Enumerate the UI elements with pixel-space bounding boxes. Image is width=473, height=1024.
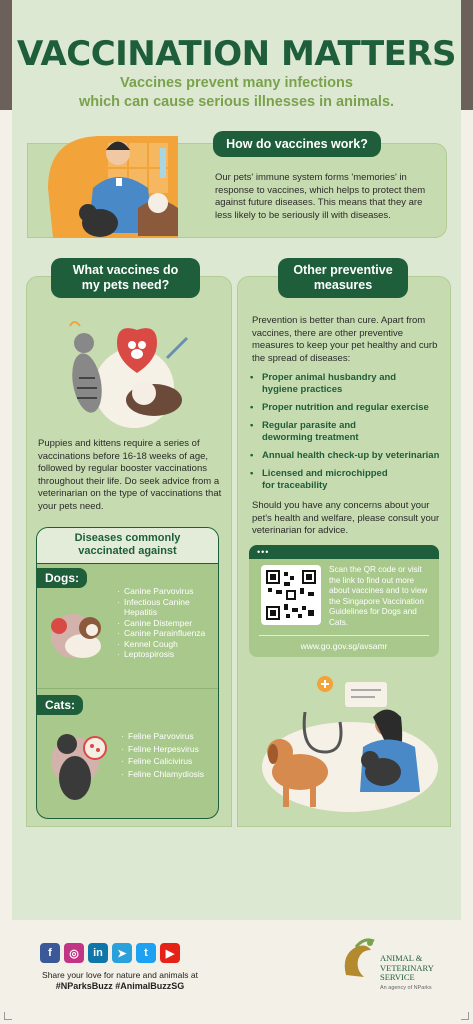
facebook-icon[interactable]: f [40,943,60,963]
footer-line1: Share your love for nature and animals at [42,970,198,980]
page-title: VACCINATION MATTERS [16,34,457,74]
how-body: Our pets' immune system forms 'memories' in response to vaccines, which helps to protect them against future diseases. This means that they are less likely to be seriously ill with diseases. [215,172,426,221]
other-intro: Prevention is better than cure. Apart from vaccines, there are other preventive measures to keep your pet healthy and curb the spread of diseases: [252,315,438,364]
diseases-box [36,527,219,819]
crop-mark [4,1012,12,1020]
how-heading: How do vaccines work? [213,131,381,157]
footer-share-text [30,970,210,992]
divider [259,635,429,636]
dogs-label: Dogs: [37,568,87,588]
qr-card [249,545,439,657]
list-item: · Leptospirosis [117,649,205,660]
window-dots-icon: ••• [257,547,270,557]
qr-description: Scan the QR code or visit the link to find out more about vaccines and to view the Singapore Vaccination Guidelines for Dogs and Cats. [329,565,428,627]
instagram-icon[interactable]: ◎ [64,943,84,963]
divider [37,688,218,689]
list-item: · Canine Distemper [117,618,205,629]
list-item: • Regular parasite and deworming treatment [250,420,445,444]
list-item: · Canine Parainfluenza [117,628,205,639]
list-item: • Annual health check-up by veterinarian [250,450,445,462]
crop-mark [461,1012,469,1020]
linkedin-icon[interactable]: in [88,943,108,963]
other-heading: Other preventive measures [278,258,408,298]
twitter-icon[interactable]: t [136,943,156,963]
what-body: Puppies and kittens require a series of vaccinations before 16-18 weeks of age, followed by regular booster vaccinations throughout their life. Do seek advice from a veterinarian on the type of vaccinations that your pets need. [38,438,222,512]
list-item: · Feline Chlamydiosis [121,769,204,780]
qr-code-icon[interactable] [261,565,321,625]
qr-url-link[interactable]: www.go.gov.sg/avsamr [300,641,388,651]
page-subtitle: Vaccines prevent many infections which can cause serious illnesses in animals. [78,75,395,110]
list-item: • Proper nutrition and regular exercise [250,402,445,414]
avs-name: ANIMAL & VETERINARY SERVICE [380,953,434,982]
vet-with-pets-illustration [38,128,208,246]
youtube-icon[interactable]: ▶ [160,943,180,963]
social-icons [40,943,180,963]
list-item: · Kennel Cough [117,639,205,650]
other-closing: Should you have any concerns about your pet's health and welfare, please consult your veterinarian for advice. [252,500,440,536]
dogs-disease-list [117,586,205,660]
list-item: · Feline Parvovirus [121,731,204,742]
list-item: • Licensed and microchipped for traceability [250,468,445,492]
diseases-heading: Diseases commonly vaccinated against [37,528,218,564]
telegram-icon[interactable]: ➤ [112,943,132,963]
list-item: · Infectious Canine Hepatitis [117,597,205,618]
pets-heart-illustration [62,308,202,428]
list-item: · Feline Herpesvirus [121,744,204,755]
cat-illustration [45,726,115,801]
measures-list [250,372,445,498]
dog-illustration [45,598,110,668]
vet-exam-illustration [255,672,440,812]
cats-disease-list [121,731,204,779]
footer-hashtags: #NParksBuzz #AnimalBuzzSG [55,981,185,991]
list-item: · Canine Parvovirus [117,586,205,597]
avs-logo-icon [336,935,378,985]
qr-card-header [249,545,439,559]
avs-subtitle: An agency of NParks [380,985,432,991]
what-heading: What vaccines do my pets need? [51,258,200,298]
list-item: • Proper animal husbandry and hygiene practices [250,372,445,396]
list-item: · Feline Calicivirus [121,756,204,767]
cats-label: Cats: [37,695,83,715]
